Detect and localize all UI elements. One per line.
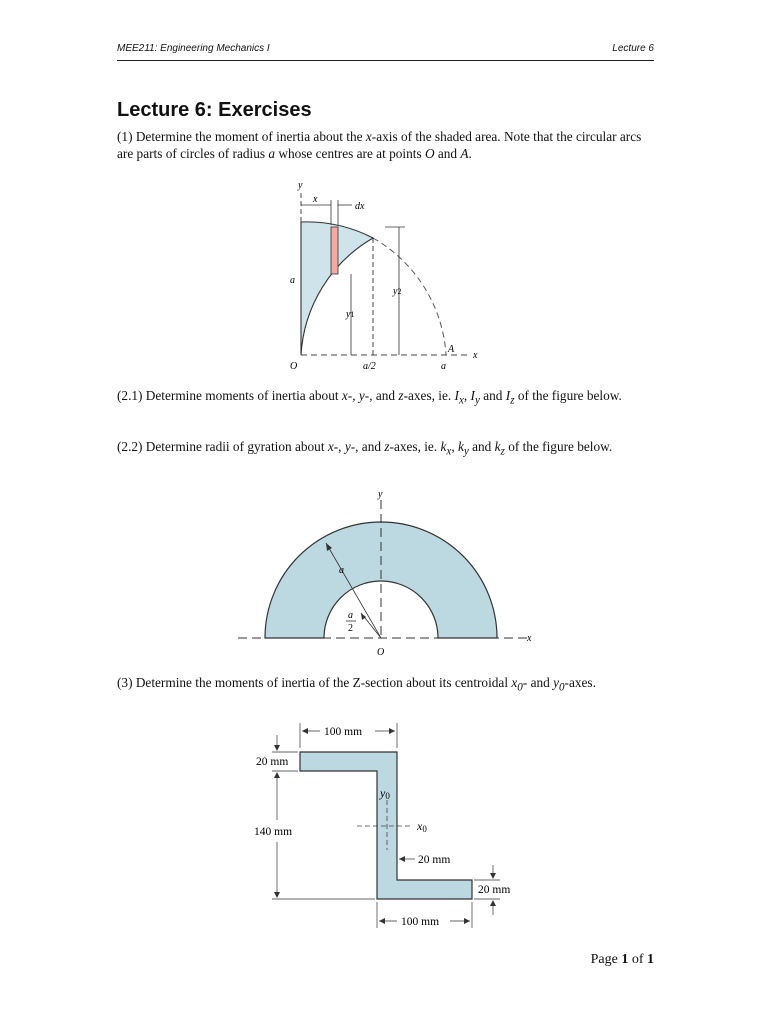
fig1-y-label: y [298, 180, 303, 191]
dashed-arc [373, 238, 446, 355]
fig3-bottom-thick: 20 mm [478, 884, 511, 896]
fig1-a-end-label: a [441, 361, 446, 372]
fig1-x-label: x [313, 194, 318, 205]
page-title: Lecture 6: Exercises [117, 99, 312, 121]
page-header [117, 43, 654, 61]
fig1-A-label: A [448, 344, 455, 355]
fig1-y1-label: y1 [346, 309, 355, 320]
figure-1-shaded-area [270, 175, 520, 375]
fig3-y0-label: y0 [380, 786, 390, 801]
fig3-top-width: 100 mm [324, 726, 363, 738]
question-2-2: (2.2) Determine radii of gyration about x-, y-, and z-axes, ie. $k_x$, $k_y$ and $k_z$ of the figure below. [117, 439, 613, 458]
question-1: (1) Determine the moment of inertia about the x-axis of the shaded area. Note that the circular arcs are parts of circles of radius a whose centres are at points O and A. [117, 129, 642, 161]
fig3-bottom-width: 100 mm [401, 916, 440, 928]
fig3-height: 140 mm [254, 826, 293, 838]
question-2-1: (2.1) Determine moments of inertia about x-, y-, and z-axes, ie. $I_x$, $I_y$ and $I_z$ of the figure below. [117, 388, 622, 407]
dx-strip [331, 227, 338, 274]
fig3-web-thick: 20 mm [418, 854, 451, 866]
question-3: (3) Determine the moments of inertia of the Z-section about its centroidal $x_0-$ and $y_0$-axes. [117, 675, 596, 694]
fig3-top-thick: 20 mm [256, 756, 289, 768]
fig1-a-label: a [290, 275, 295, 286]
fig2-a-num: a [348, 610, 353, 621]
fig1-x-axis-label: x [473, 350, 478, 361]
course-title: MEE211: Engineering Mechanics I [117, 43, 270, 54]
z-section [300, 752, 472, 899]
fig2-x-label: x [527, 633, 532, 644]
fig1-dx-label: dx [355, 201, 365, 212]
fig3-x0-label: x0 [417, 819, 427, 834]
fig2-a-label: a [339, 565, 344, 576]
fig1-O-label: O [290, 361, 298, 372]
fig1-a-half-label: a/2 [363, 361, 376, 372]
fig2-O-label: O [377, 647, 385, 658]
fig1-y2-label: y2 [393, 286, 402, 297]
fig2-a-den: 2 [348, 623, 353, 634]
figure-3-z-section [248, 718, 528, 933]
lecture-label: Lecture 6 [612, 43, 654, 54]
fig2-y-label: y [378, 489, 383, 500]
page-footer: Page 1 of 1 [590, 952, 654, 967]
figure-2-half-annulus [230, 485, 540, 660]
